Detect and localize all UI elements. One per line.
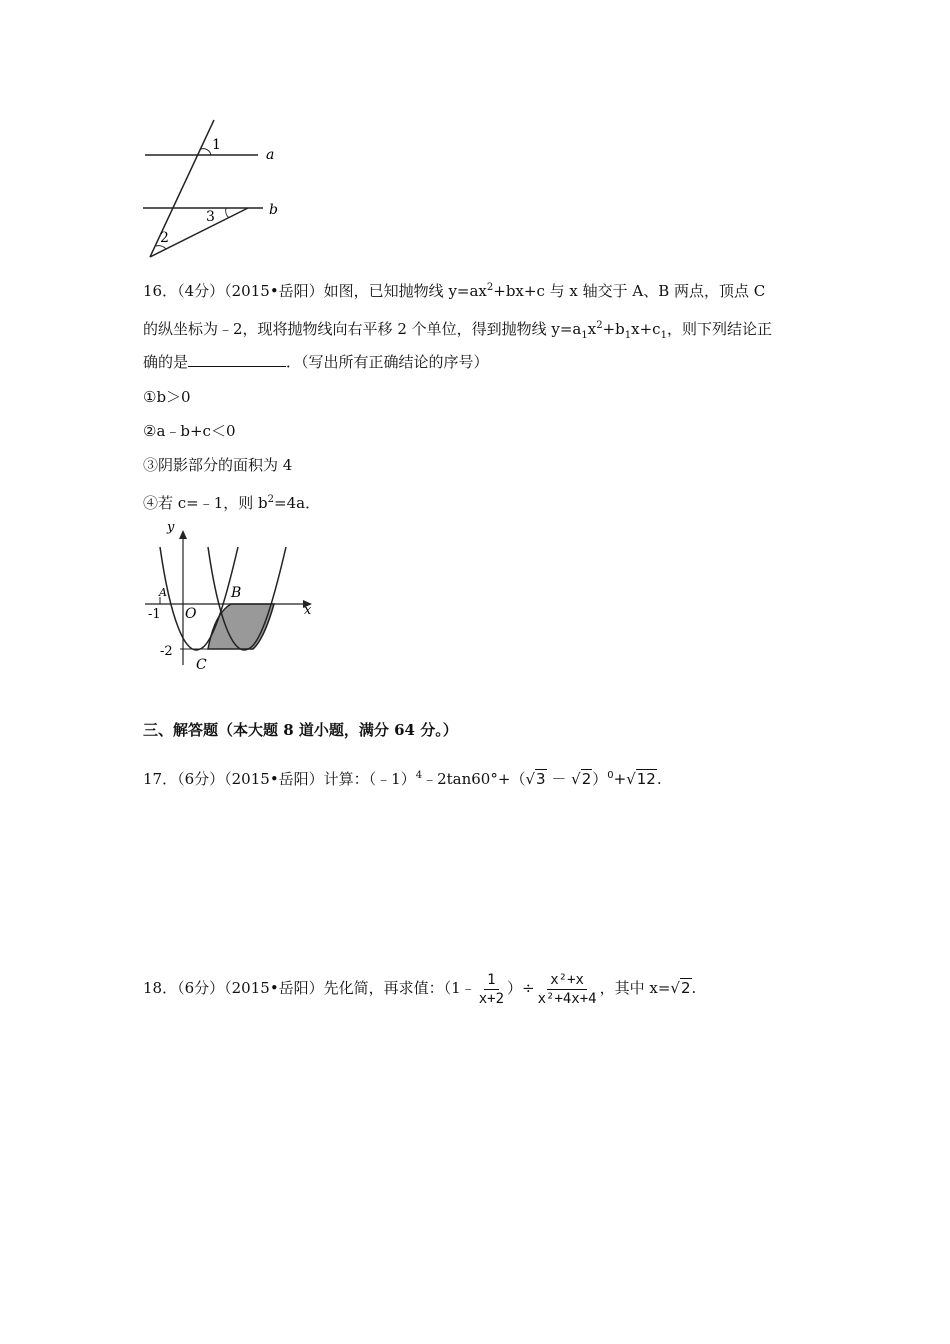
q18-div: ）÷ (507, 979, 535, 997)
q16-option-3: ③阴影部分的面积为 4 (143, 456, 293, 474)
point-A-label: A (159, 586, 167, 599)
q17-text: 计算：（﹣1） (323, 770, 416, 788)
line-a-label: a (266, 147, 275, 163)
q17-lparen: （ (510, 770, 526, 788)
q18-sqrt2: 2 (680, 979, 691, 997)
q16-sub-1b: 1 (624, 330, 632, 341)
y-axis-arrow (179, 530, 187, 539)
q16-number: 16． (143, 282, 178, 300)
parabola-figure (140, 517, 325, 677)
q16-opt4-b: =4a． (274, 494, 321, 512)
q16-sup-2b: 2 (596, 320, 603, 331)
q17-minus: － (551, 770, 567, 788)
q16-sub-1a: 1 (581, 330, 588, 341)
q18-text: 先化简，再求值：（1﹣ (323, 979, 476, 997)
q17-sup-0: 0 (607, 770, 614, 781)
q16-sub-1c: 1 (660, 330, 667, 341)
angle-3-arc (226, 208, 229, 218)
q17-mid: ﹣2tan60°+ (422, 770, 511, 788)
q17-source: （2015•岳阳） (224, 770, 324, 788)
q18-f2-den: x²+4x+4 (537, 990, 597, 1007)
q16-text-b: +bx+c 与 x 轴交于 A、B 两点，顶点 C (493, 282, 766, 300)
q16-line2-e: ，则下列结论正 (666, 320, 772, 338)
q16-line-3 (143, 352, 489, 372)
point-B-label: B (231, 585, 242, 601)
answer-blank[interactable] (188, 352, 286, 367)
q16-option-1: ①b＞0 (143, 388, 191, 406)
origin-label: O (185, 606, 197, 622)
q18-f2-num: x²+x (547, 971, 587, 990)
q18-line (143, 964, 696, 1012)
angle-3-label: 3 (206, 209, 215, 225)
q17-sup-4: 4 (415, 770, 423, 781)
angle-1-arc (201, 149, 211, 155)
q16-option-2: ②a﹣b+c＜0 (143, 422, 236, 440)
tick-minus2-label: -2 (160, 644, 173, 659)
q17-score: （6分） (177, 770, 225, 788)
q16-line2-d: x+c (631, 320, 661, 338)
q18-sqrt: √2 (670, 979, 691, 997)
q18-number: 18． (143, 979, 178, 997)
q18-end: . (691, 979, 697, 997)
q16-line-2 (143, 316, 772, 346)
q16-line3-a: 确的是 (143, 353, 189, 371)
q17-math: $(√3 - √2)^0+√12$ (510, 770, 656, 788)
y-axis-label: y (167, 520, 175, 535)
q18-score: （6分） (177, 979, 225, 997)
line-b-label: b (269, 202, 278, 218)
q18-fraction-2 (535, 971, 600, 1008)
parallel-lines-figure (138, 115, 288, 265)
q17-plus: + (613, 770, 627, 788)
q16-score: （4分） (177, 282, 225, 300)
x-axis-label: x (304, 603, 312, 618)
q16-source: （2015•岳阳） (224, 282, 324, 300)
q16-option-4 (143, 490, 320, 513)
q18-f1-den: x+2 (478, 990, 505, 1007)
q17-sqrt12: 12 (636, 770, 656, 788)
q18-f1-num: 1 (484, 971, 498, 990)
section-3-heading: 三、解答题（本大题 8 道小题，满分 64 分。） (143, 721, 458, 739)
vertex-C-label: C (196, 657, 207, 673)
q17-sqrt3: 3 (536, 770, 546, 788)
q16-text-a: 如图，已知抛物线 y=ax (323, 282, 487, 300)
q16-line-1 (143, 278, 765, 301)
q17-end: . (656, 770, 662, 788)
tick-minus1-label: -1 (148, 607, 161, 622)
angle-2-arc (156, 246, 166, 249)
q17-rparen: ） (592, 770, 608, 788)
q16-opt4-sup: 2 (267, 494, 275, 505)
q16-line2-b: x (587, 320, 597, 338)
q17-number: 17． (143, 770, 178, 788)
q17-sqrt2: 2 (581, 770, 592, 788)
q16-line2-c: +b (602, 320, 625, 338)
q18-tail: ，其中 x= (599, 979, 671, 997)
angle-1-label: 1 (212, 137, 221, 153)
q18-source: （2015•岳阳） (224, 979, 324, 997)
q17-line (143, 766, 662, 789)
q18-fraction-1 (476, 971, 507, 1008)
angle-2-label: 2 (160, 230, 169, 246)
q16-opt4-a: ④若 c=﹣1，则 b (143, 494, 268, 512)
q16-line3-b: ．（写出所有正确结论的序号） (286, 353, 489, 371)
q16-line2-a: 的纵坐标为﹣2，现将抛物线向右平移 2 个单位，得到抛物线 y=a (143, 320, 582, 338)
q16-sup: 2 (486, 282, 494, 293)
